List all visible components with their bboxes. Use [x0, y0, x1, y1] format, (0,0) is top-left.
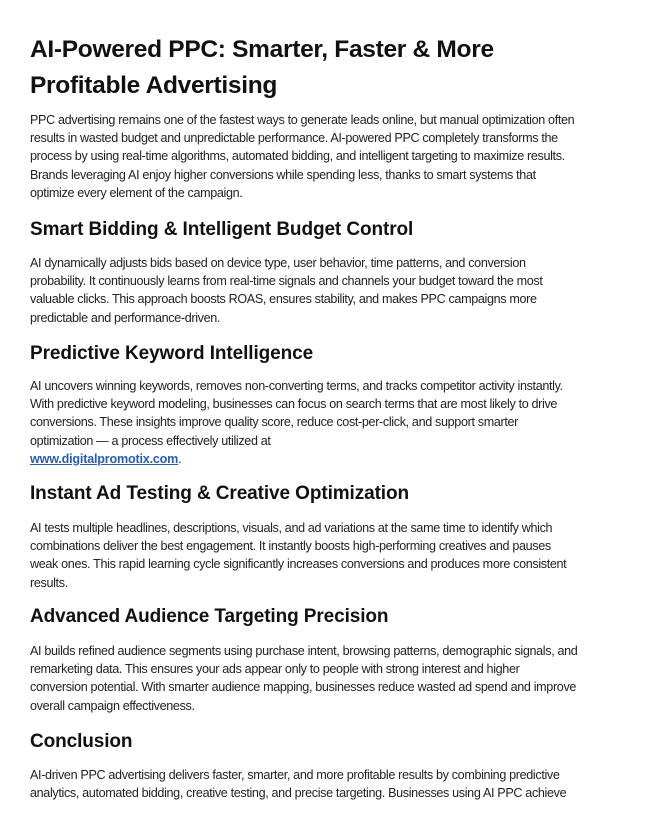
- page-title: [30, 32, 494, 104]
- intro-paragraph: [30, 111, 630, 202]
- section-paragraph-audience-targeting: [30, 642, 630, 715]
- section-heading-conclusion: Conclusion: [30, 731, 133, 752]
- section-heading-ad-testing: Instant Ad Testing & Creative Optimization: [30, 483, 410, 504]
- section-paragraph-predictive-keyword: [30, 377, 630, 468]
- paragraph-line: overall campaign effectiveness.: [30, 698, 195, 713]
- paragraph-line: optimize every element of the campaign.: [30, 185, 243, 200]
- section-heading-predictive-keyword: Predictive Keyword Intelligence: [30, 343, 314, 364]
- paragraph-line: valuable clicks. This approach boosts ROAS, ensures stability, and makes PPC campaigns more: [30, 292, 537, 307]
- paragraph-line: PPC advertising remains one of the fastest ways to generate leads online, but manual optimization often: [30, 113, 575, 127]
- paragraph-line: AI dynamically adjusts bids based on device type, user behavior, time patterns, and conversion: [30, 256, 526, 270]
- paragraph-line: results.: [30, 575, 68, 590]
- paragraph-line: analytics, automated bidding, creative testing, and precise targeting. Businesses using AI PPC achieve: [30, 786, 567, 801]
- paragraph-line: AI builds refined audience segments using purchase intent, browsing patterns, demographic signals, and: [30, 644, 578, 658]
- title-line-1: AI-Powered PPC: Smarter, Faster & More: [30, 36, 494, 63]
- paragraph-line: With predictive keyword modeling, businesses can focus on search terms that are most likely to drive: [30, 397, 558, 412]
- section-heading-smart-bidding: Smart Bidding & Intelligent Budget Control: [30, 219, 414, 240]
- title-line-2: Profitable Advertising: [30, 72, 278, 99]
- paragraph-line: conversion potential. With smarter audience mapping, businesses reduce wasted ad spend and improve: [30, 680, 577, 695]
- section-paragraph-ad-testing: [30, 519, 630, 592]
- paragraph-line: process by using real-time algorithms, automated bidding, and intelligent targeting to maximize results.: [30, 149, 565, 164]
- paragraph-line: predictable and performance-driven.: [30, 310, 221, 325]
- paragraph-line: remarketing data. This ensures your ads appear only to people with strong interest and higher: [30, 662, 520, 677]
- link-line: [30, 450, 630, 468]
- paragraph-line: optimization — a process effectively utilized at: [30, 433, 271, 448]
- link-suffix: .: [178, 451, 182, 466]
- paragraph-line: results in wasted budget and unpredictable performance. AI-powered PPC completely transforms the: [30, 131, 558, 146]
- paragraph-line: AI-driven PPC advertising delivers faster, smarter, and more profitable results by combining predictive: [30, 768, 560, 782]
- section-heading-audience-targeting: Advanced Audience Targeting Precision: [30, 606, 389, 627]
- paragraph-line: probability. It continuously learns from real-time signals and channels your budget toward the most: [30, 274, 543, 289]
- section-paragraph-conclusion: [30, 766, 630, 802]
- paragraph-line: conversions. These insights improve quality score, reduce cost-per-click, and support smarter: [30, 415, 518, 430]
- paragraph-line: AI uncovers winning keywords, removes non-converting terms, and tracks competitor activity instantly.: [30, 379, 563, 393]
- paragraph-line: weak ones. This rapid learning cycle significantly increases conversions and produces more consistent: [30, 557, 567, 572]
- paragraph-line: combinations deliver the best engagement. It instantly boosts high-performing creatives and pauses: [30, 539, 551, 554]
- section-paragraph-smart-bidding: [30, 254, 630, 327]
- paragraph-line: AI tests multiple headlines, descriptions, visuals, and ad variations at the same time to identify which: [30, 521, 553, 535]
- paragraph-line: Brands leveraging AI enjoy higher conversions while spending less, thanks to smart systems that: [30, 167, 536, 182]
- digitalpromotix-link[interactable]: www.digitalpromotix.com: [30, 451, 179, 466]
